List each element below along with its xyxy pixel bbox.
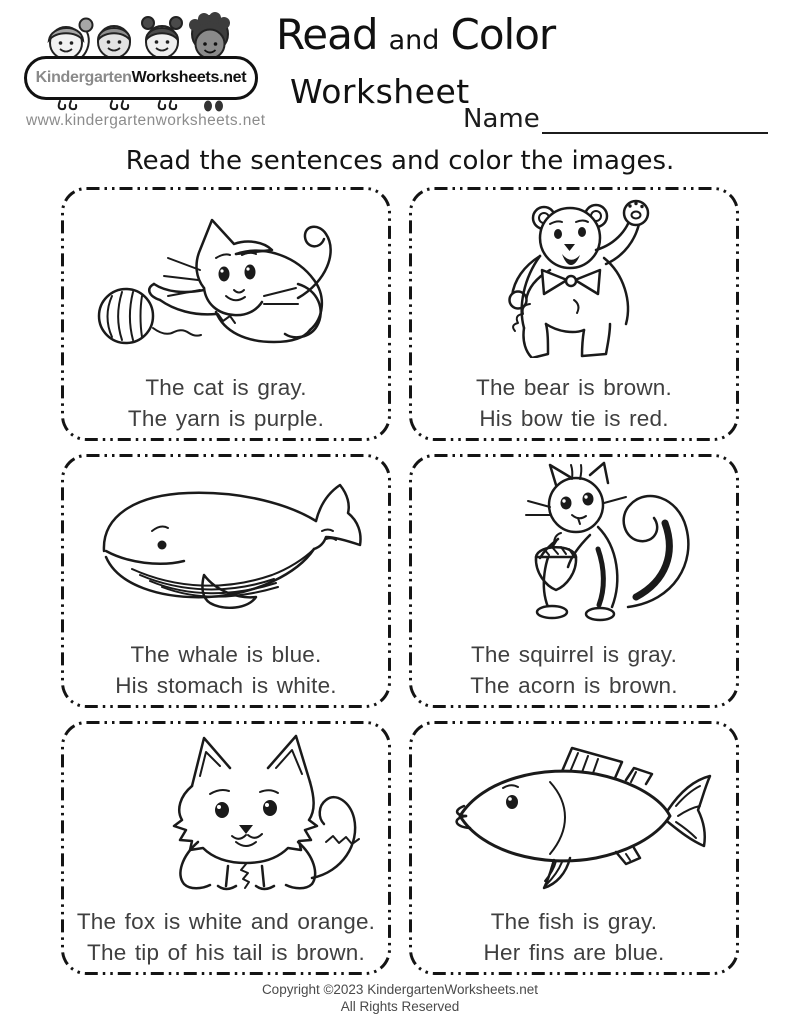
caption-line: His bow tie is red. — [479, 406, 669, 431]
title-color: Color — [450, 10, 556, 59]
rights-text: All Rights Reserved — [340, 999, 460, 1014]
instruction-text: Read the sentences and color the images. — [125, 146, 675, 176]
card-caption — [60, 906, 392, 968]
cards-grid — [60, 186, 740, 976]
card-squirrel — [408, 453, 740, 709]
title-read: Read — [276, 10, 378, 59]
caption-line: The fish is gray. — [490, 909, 658, 934]
name-blank-line — [542, 104, 768, 134]
card-whale — [60, 453, 392, 709]
logo-brand-black: Worksheets.net — [131, 69, 247, 86]
caption-line: His stomach is white. — [115, 673, 337, 698]
caption-line: The bear is brown. — [476, 375, 672, 400]
name-label: Name — [463, 104, 540, 134]
card-bear — [408, 186, 740, 442]
card-fox — [60, 720, 392, 976]
page-title — [276, 10, 555, 59]
caption-line: The whale is blue. — [130, 642, 322, 667]
card-caption — [408, 639, 740, 701]
card-caption — [60, 372, 392, 434]
logo-brand-gray: Kindergarten — [35, 69, 132, 86]
caption-line: Her fins are blue. — [483, 940, 665, 965]
site-logo — [24, 10, 258, 114]
footer — [0, 981, 800, 1015]
logo-tagline: www.kindergartenworksheets.net — [26, 112, 266, 129]
card-caption — [60, 639, 392, 701]
caption-line: The yarn is purple. — [127, 406, 325, 431]
name-row — [463, 104, 768, 134]
card-caption — [408, 906, 740, 968]
logo-banner — [24, 56, 258, 100]
card-fish — [408, 720, 740, 976]
copyright-text: Copyright ©2023 KindergartenWorksheets.net — [261, 982, 539, 997]
page-subtitle: Worksheet — [290, 72, 470, 111]
title-and: and — [388, 25, 440, 56]
card-cat — [60, 186, 392, 442]
caption-line: The acorn is brown. — [470, 673, 678, 698]
caption-line: The fox is white and orange. — [76, 909, 376, 934]
caption-line: The cat is gray. — [145, 375, 307, 400]
caption-line: The squirrel is gray. — [470, 642, 678, 667]
card-caption — [408, 372, 740, 434]
caption-line: The tip of his tail is brown. — [87, 940, 365, 965]
